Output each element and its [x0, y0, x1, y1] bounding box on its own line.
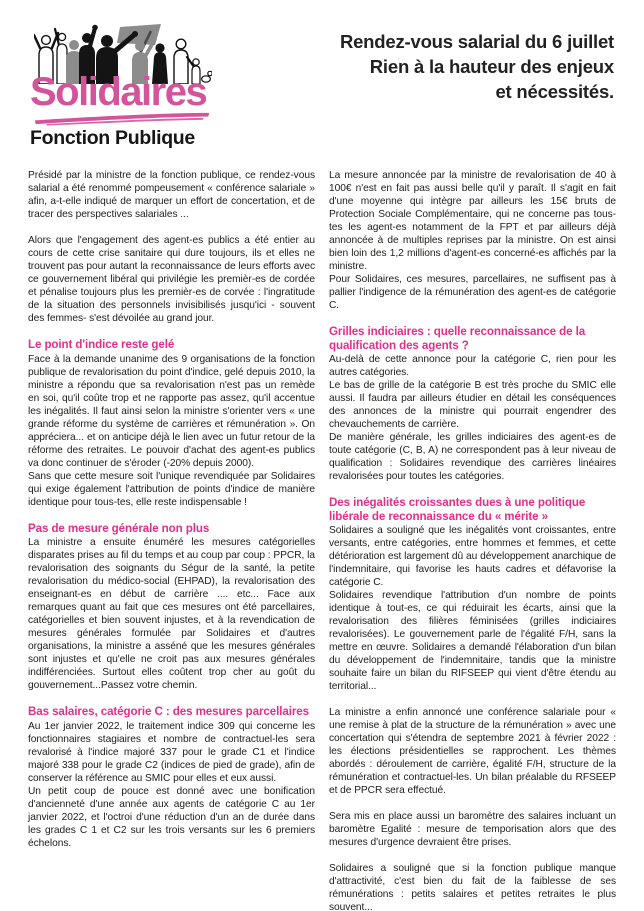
paragraph: Sera mis en place aussi un baromètre des salaires incluant un baromètre Egalité : mesure de temporisation alors que des mesures d'urgence devraient être prises.	[329, 811, 616, 848]
paragraph: Sans que cette mesure soit l'unique revendiquée par Solidaires qui exige également l'attribution de points d'indice de manière identique pour tous-tes, elle reste indispensable !	[28, 470, 315, 508]
section-grilles-indiciaires	[329, 325, 616, 483]
paragraph: La ministre a enfin annoncé une conférence salariale pour « une remise à plat de la structure de la rémunération » avec une concertation qui s'étendra de septembre 2021 à février 2022 : les élections présidentielles se rapprochent. Les thèmes abordés : déroulement de carrière, égalité F/H, structure de la rémunération et contractuel-les. Un bilan préalable du RFSEEP et de PPCR sera effectué.	[329, 707, 616, 796]
section-inegalites	[329, 496, 616, 693]
section-mesure-generale	[28, 522, 315, 693]
paragraph: Solidaires a souligné que si la fonction publique manque d'attractivité, c'est bien du fait de la faiblesse de ses rémunérations : petits salaires et petites retraites le plus souvent...	[329, 863, 616, 911]
section-heading: Grilles indiciaires : quelle reconnaissance de la qualification des agents ?	[329, 325, 586, 352]
text-block	[28, 234, 315, 325]
paragraph: Présidé par la ministre de la fonction publique, ce rendez-vous salarial a été renommé pompeusement « conférence salariale » afin, a-t-elle indiqué de marquer un effort de concertation, et de tracer des perspectives salariales ...	[28, 170, 315, 220]
paragraph: Pour Solidaires, ces mesures, parcellaires, ne suffisent pas à pallier l'indigence de la rémunération des agent-es de catégorie C.	[329, 274, 616, 311]
text-block	[329, 169, 616, 312]
section-heading: Des inégalités croissantes dues à une politique libérale de reconnaissance du « mérite »	[329, 496, 586, 523]
text-block	[329, 706, 616, 797]
solidaires-logo	[30, 24, 222, 150]
text-block	[329, 810, 616, 849]
paragraph: La mesure annoncée par la ministre de revalorisation de 40 à 100€ n'est en fait pas aussi belle qu'il y paraît. Il s'agit en fait d'une moyenne qui intègre par ailleurs les 15€ bruts de Protection Sociale Complémentaire, qui ne concerne pas tous-tes les agent-es notamment de la FPT et par ailleurs déjà annoncée à de multiples reprises par la ministre. On est ainsi bien loin des 1,2 millions d'agent-es concerné-es affichés par la ministre.	[329, 170, 616, 272]
paragraph: Un petit coup de pouce est donné avec une bonification d'ancienneté d'une année aux agents de catégorie C au 1er janvier 2022, et l'octroi d'une réduction d'un an de durée dans les grades C 1 et C2 sur les trois versants sur les 6 premiers échelons.	[28, 785, 315, 849]
text-block	[28, 169, 315, 221]
left-column	[28, 169, 315, 911]
document-title	[340, 29, 614, 104]
paragraph: Solidaires revendique l'attribution d'un nombre de points identique à tout-es, ce qui réduirait les écarts, ainsi que la revalorisation des filières féminisées (grilles indiciaires revalorisées). Le gouvernement parle de l'égalité F/H, sans la mettre en œuvre. Solidaires a demandé l'élaboration d'un bilan du développement de l'indemnitaire, tandis que la ministre souhaite faire un bilan du RIFSEEP qui vient d'être étendu au territorial...	[329, 590, 616, 692]
right-column	[329, 169, 616, 911]
section-heading: Le point d'indice reste gelé	[28, 338, 175, 351]
paragraph: La ministre a ensuite énuméré les mesures catégorielles disparates prises au fil du temps et au coup par coup : PPCR, la revalorisation des soignants du Ségur de la santé, la petite revalorisation du médico-social (EHPAD), la revalorisation des enseignant-es en début de carrière .... etc... Face aux remarques quant au fait que ces mesures ont été parcellaires, catégorielles et bien souvent injustes, et à la revendication de mesures générales formulée par Solidaires et d'autres organisations, la ministre a asséné que les mesures générales sont injustes et qu'elle ne croit pas aux mesures générales indifférenciées. Surtout elles coûtent trop cher au goût du gouvernement...Passez votre chemin.	[28, 537, 315, 691]
section-heading: Bas salaires, catégorie C : des mesures parcellaires	[28, 705, 309, 718]
paragraph: Le bas de grille de la catégorie B est très proche du SMIC elle aussi. Il faudra par ailleurs étudier en détail les conséquences des annonces de la ministre qui pourrait engendrer des chevauchements de carrière.	[329, 380, 616, 430]
logo-subtitle: Fonction Publique	[30, 127, 195, 149]
document-header	[0, 0, 644, 150]
paragraph: De manière générale, les grilles indiciaires des agent-es de toute catégorie (C, B, A) ne correspondent pas à leur niveau de qualification : Solidaires revendique des carrières linéaires revalorisées pour toutes les catégories.	[329, 432, 616, 482]
paragraph: Au 1er janvier 2022, le traitement indice 309 qui concerne les fonctionnaires stagiaires et nombre de contractuel-les sera revalorisé à l'indice majoré 337 pour le grade C1 et l'indice majoré 338 pour le grade C2 (indices de pied de grade), afin de conserver la référence au SMIC pour elles et eux aussi.	[28, 720, 315, 784]
title-line-2: Rien à la hauteur des enjeux	[369, 56, 614, 77]
title-line-3: et nécessités.	[495, 81, 614, 102]
paragraph: Au-delà de cette annonce pour la catégorie C, rien pour les autres catégories.	[329, 354, 616, 378]
paragraph: Alors que l'engagement des agent-es publics a été entier au cours de cette crise sanitaire qui dure toujours, ils et elles ne trouvent pas pour autant la reconnaissance de leurs efforts avec ce gouvernement libéral qui privilégie les premièr-es de cordée et pénalise toujours plus les premièr-es de corvée : l'ingratitude de la situation des personnels invisibilisés jusqu'ici - souvent des femmes- s'est dévoilée au grand jour.	[28, 235, 315, 324]
section-heading: Pas de mesure générale non plus	[28, 521, 210, 535]
paragraph: Solidaires a souligné que les inégalités vont croissantes, entre versants, entre catégories, entre hommes et femmes, et cette détérioration est largement dû au développement anarchique de l'indemnitaire, qui favorise les hauts cadres et défavorise la catégorie C.	[329, 525, 616, 588]
text-block	[329, 862, 616, 911]
section-point-indice	[28, 338, 315, 509]
title-line-1: Rendez-vous salarial du 6 juillet	[339, 31, 614, 52]
paragraph: Face à la demande unanime des 9 organisations de la fonction publique de revalorisation du point d'indice, gelé depuis 2010, la ministre a répondu que sa revalorisation n'est pas un remède en soi, qu'il coûte trop et ne rapporte pas assez, qu'il accentue les inégalités. Il faut ainsi selon la ministre s'orienter vers « une grande réforme du système de carrières et rémunération ». On appréciera... et on anticipe déjà le lien avec un futur retour de la réforme des retraites. Le pouvoir d'achat des agent-es publics va donc continuer de s'éroder (-20% depuis 2000).	[28, 353, 315, 469]
section-bas-salaires	[28, 705, 315, 850]
logo-brand-text: Solidaires	[30, 70, 207, 114]
document-body	[0, 150, 644, 911]
